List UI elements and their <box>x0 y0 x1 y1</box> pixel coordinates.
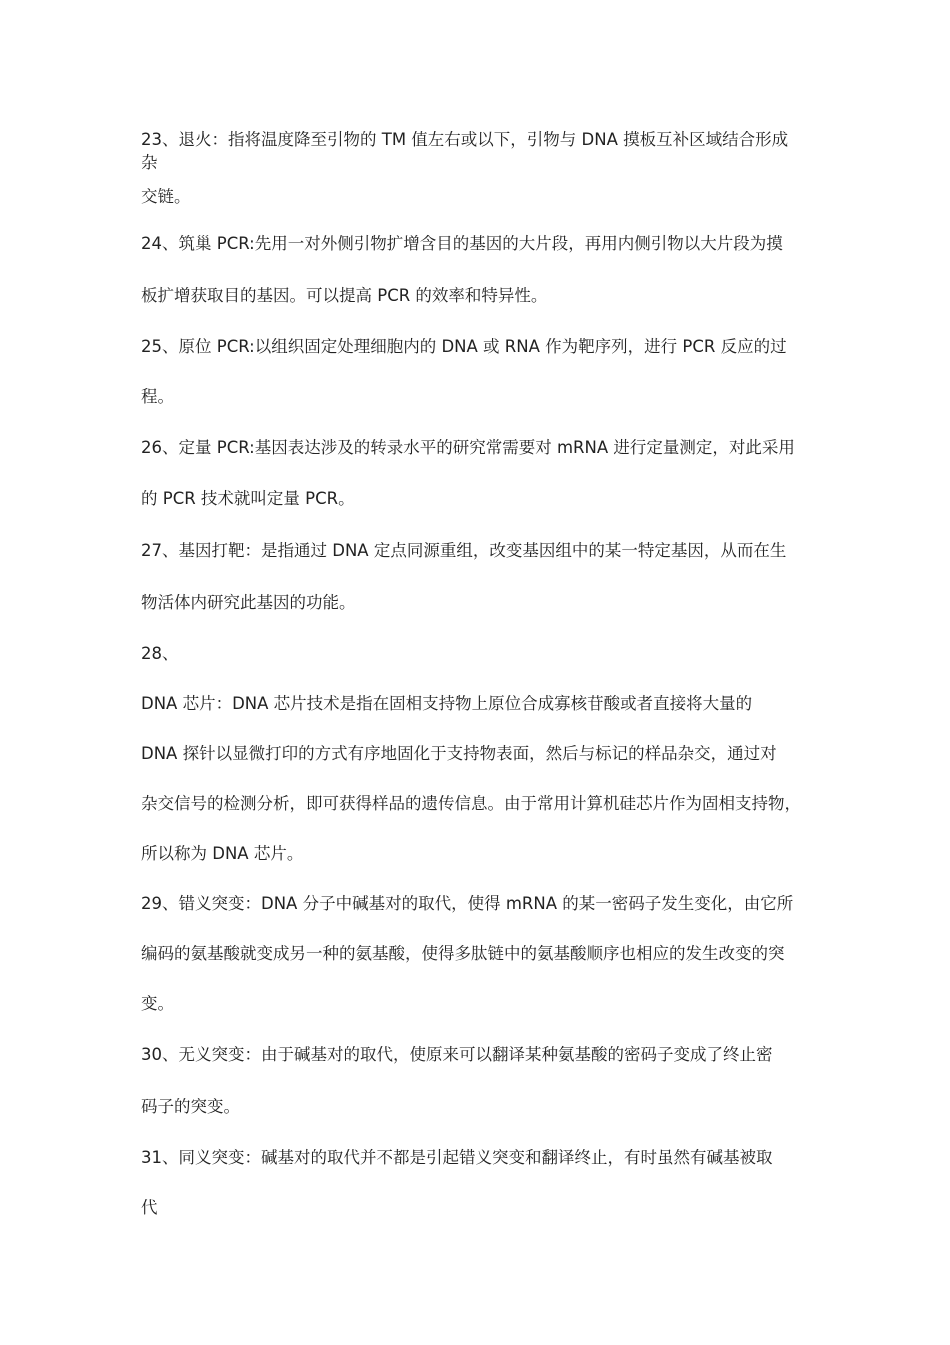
text-line-15: 杂交信号的检测分析，即可获得样品的遗传信息。由于常用计算机硅芯片作为固相支持物， <box>141 794 801 813</box>
text-line-21: 码子的突变。 <box>141 1097 240 1116</box>
text-line-11: 物活体内研究此基因的功能。 <box>141 593 356 612</box>
text-line-10: 27、基因打靶：是指通过 DNA 定点同源重组，改变基因组中的某一特定基因，从而在生 <box>141 541 787 560</box>
text-line-9: 的 PCR 技术就叫定量 PCR。 <box>141 489 355 508</box>
text-line-8: 26、定量 PCR:基因表达涉及的转录水平的研究常需要对 mRNA 进行定量测定，对此采用 <box>141 438 795 457</box>
text-line-1: 23、退火：指将温度降至引物的 TM 值左右或以下，引物与 DNA 摸板互补区域结合形成 <box>141 130 789 149</box>
text-line-17: 29、错义突变：DNA 分子中碱基对的取代，使得 mRNA 的某一密码子发生变化，由它所 <box>141 894 794 913</box>
text-line-18: 编码的氨基酸就变成另一种的氨基酸，使得多肽链中的氨基酸顺序也相应的发生改变的突 <box>141 944 785 963</box>
text-line-13: DNA 芯片：DNA 芯片技术是指在固相支持物上原位合成寡核苷酸或者直接将大量的 <box>141 694 753 713</box>
text-line-3: 交链。 <box>141 187 191 206</box>
text-line-23: 代 <box>141 1198 158 1217</box>
text-line-22: 31、同义突变：碱基对的取代并不都是引起错义突变和翻译终止，有时虽然有碱基被取 <box>141 1148 773 1167</box>
text-line-5: 板扩增获取目的基因。可以提高 PCR 的效率和特异性。 <box>141 286 548 305</box>
text-line-14: DNA 探针以显微打印的方式有序地固化于支持物表面，然后与标记的样品杂交，通过对 <box>141 744 777 763</box>
text-line-2: 杂 <box>141 153 158 172</box>
text-line-7: 程。 <box>141 387 174 406</box>
text-line-19: 变。 <box>141 994 174 1013</box>
text-line-6: 25、原位 PCR:以组织固定处理细胞内的 DNA 或 RNA 作为靶序列，进行 PCR 反应的过 <box>141 337 787 356</box>
text-line-4: 24、筑巢 PCR:先用一对外侧引物扩增含目的基因的大片段，再用内侧引物以大片段为摸 <box>141 234 783 253</box>
text-line-20: 30、无义突变：由于碱基对的取代，使原来可以翻译某种氨基酸的密码子变成了终止密 <box>141 1045 773 1064</box>
text-line-16: 所以称为 DNA 芯片。 <box>141 844 304 863</box>
text-line-12: 28、 <box>141 644 179 663</box>
